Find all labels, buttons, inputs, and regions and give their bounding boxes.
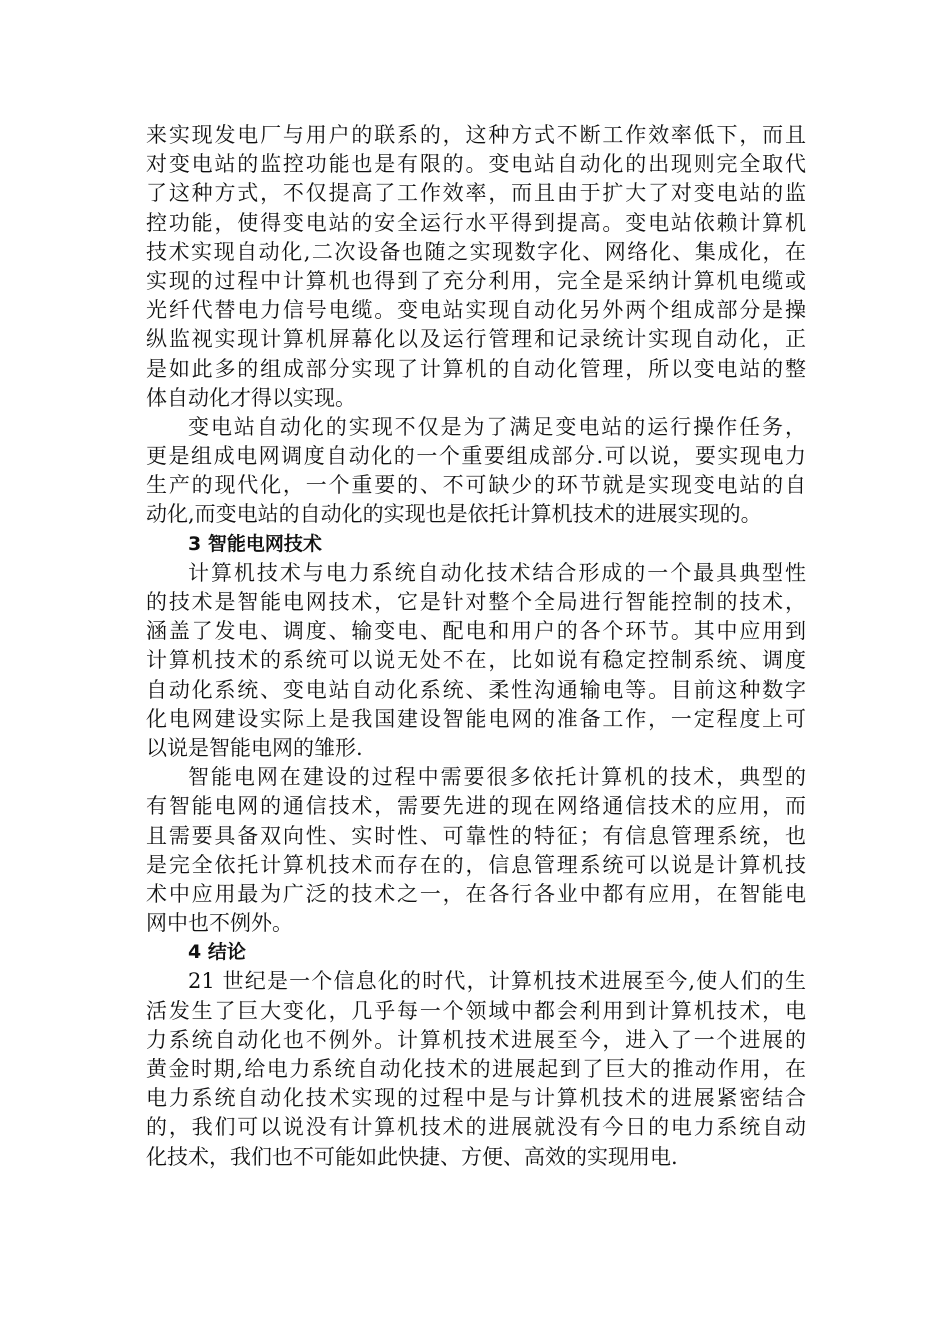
paragraph-line: 有智能电网的通信技术，需要先进的现在网络通信技术的应用，而: [146, 794, 806, 819]
paragraph-line: 的，我们可以说没有计算机技术的进展就没有今日的电力系统自动: [146, 1115, 806, 1140]
paragraph-line: 化电网建设实际上是我国建设智能电网的准备工作，一定程度上可: [146, 706, 806, 731]
section-heading: 4 结论: [188, 941, 246, 964]
paragraph-line: 力系统自动化也不例外。计算机技术进展至今，进入了一个进展的: [146, 1027, 806, 1052]
paragraph-line: 网中也不例外。: [146, 911, 293, 936]
paragraph-line: 对变电站的监控功能也是有限的。变电站自动化的出现则完全取代: [146, 152, 806, 177]
paragraph-line: 光纤代替电力信号电缆。变电站实现自动化另外两个组成部分是操: [146, 298, 806, 323]
paragraph-line: 更是组成电网调度自动化的一个重要组成部分.可以说，要实现电力: [146, 444, 806, 469]
document-body: [146, 121, 806, 1172]
paragraph-line: 自动化系统、变电站自动化系统、柔性沟通输电等。目前这种数字: [146, 677, 806, 702]
paragraph-line: 且需要具备双向性、实时性、可靠性的特征；有信息管理系统，也: [146, 823, 806, 848]
paragraph-line: 生产的现代化，一个重要的、不可缺少的环节就是实现变电站的自: [146, 473, 806, 498]
paragraph-line: 来实现发电厂与用户的联系的，这种方式不断工作效率低下，而且: [146, 123, 806, 147]
paragraph-line: 21 世纪是一个信息化的时代，计算机技术进展至今,使人们的生: [188, 969, 806, 994]
paragraph-line: 的技术是智能电网技术，它是针对整个全局进行智能控制的技术，: [146, 590, 806, 614]
paragraph-line: 动化,而变电站的自动化的实现也是依托计算机技术的进展实现的。: [146, 502, 762, 527]
paragraph-line: 控功能，使得变电站的安全运行水平得到提高。变电站依赖计算机: [146, 210, 806, 235]
paragraph-line: 计算机技术的系统可以说无处不在，比如说有稳定控制系统、调度: [146, 648, 806, 673]
paragraph-line: 智能电网在建设的过程中需要很多依托计算机的技术，典型的: [188, 765, 806, 790]
paragraph-line: 以说是智能电网的雏形.: [146, 735, 363, 760]
paragraph-line: 涵盖了发电、调度、输变电、配电和用户的各个环节。其中应用到: [146, 619, 806, 644]
paragraph-line: 活发生了巨大变化，几乎每一个领域中都会利用到计算机技术，电: [146, 998, 806, 1023]
paragraph-line: 体自动化才得以实现。: [146, 385, 356, 410]
paragraph-line: 是完全依托计算机技术而存在的，信息管理系统可以说是计算机技: [146, 852, 806, 877]
paragraph-line: 变电站自动化的实现不仅是为了满足变电站的运行操作任务，: [188, 414, 806, 439]
paragraph-line: 电力系统自动化技术实现的过程中是与计算机技术的进展紧密结合: [146, 1086, 806, 1111]
paragraph-line: 了这种方式，不仅提高了工作效率，而且由于扩大了对变电站的监: [146, 181, 806, 206]
section-heading: 3 智能电网技术: [188, 532, 322, 555]
paragraph-line: 实现的过程中计算机也得到了充分利用，完全是采纳计算机电缆或: [146, 268, 806, 293]
paragraph-line: 是如此多的组成部分实现了计算机的自动化管理，所以变电站的整: [146, 356, 806, 381]
paragraph-line: 计算机技术与电力系统自动化技术结合形成的一个最具典型性: [188, 560, 806, 585]
paragraph-line: 术中应用最为广泛的技术之一，在各行各业中都有应用，在智能电: [146, 881, 806, 906]
paragraph-line: 技术实现自动化,二次设备也随之实现数字化、网络化、集成化，在: [146, 239, 806, 264]
paragraph-line: 化技术，我们也不可能如此快捷、方便、高效的实现用电.: [146, 1144, 678, 1169]
paragraph-line: 纵监视实现计算机屏幕化以及运行管理和记录统计实现自动化，正: [146, 327, 806, 352]
paragraph-line: 黄金时期,给电力系统自动化技术的进展起到了巨大的推动作用，在: [146, 1057, 806, 1081]
